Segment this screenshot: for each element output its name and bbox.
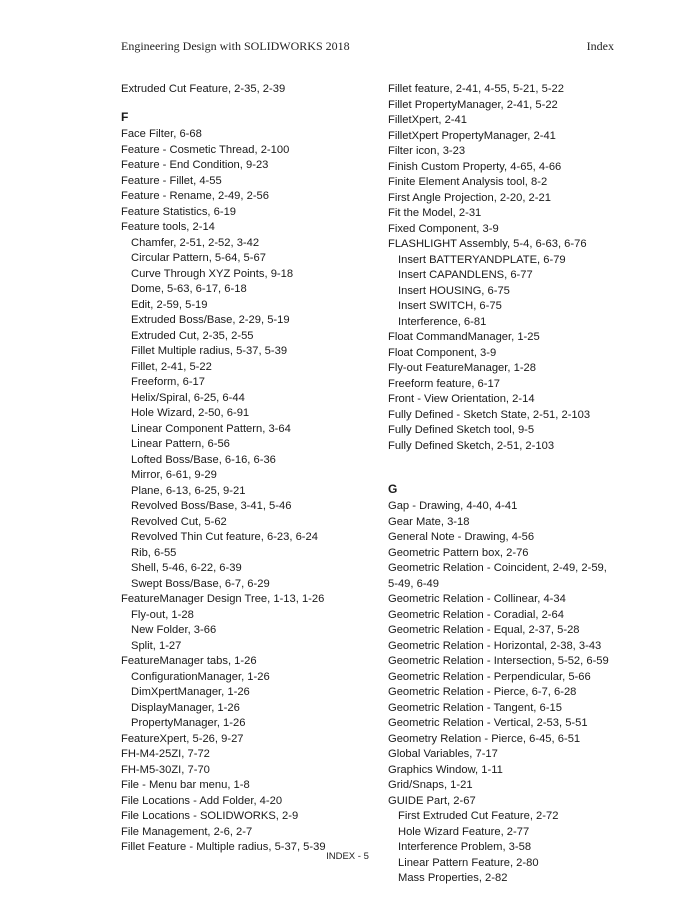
index-entry: Fit the Model, 2-31 [388, 207, 482, 219]
index-subentry: DimXpertManager, 1-26 [131, 686, 250, 698]
index-entry: Feature - Fillet, 4-55 [121, 174, 222, 187]
index-entry: Finite Element Analysis tool, 8-2 [388, 176, 548, 188]
index-subentry: Extruded Cut, 2-35, 2-55 [131, 329, 254, 342]
index-column-left [121, 82, 371, 856]
index-entry: File - Menu bar menu, 1-8 [121, 779, 250, 791]
index-subentry: Lofted Boss/Base, 6-16, 6-36 [131, 453, 276, 466]
index-entry: Feature tools, 2-14 [121, 221, 215, 233]
index-entry: Front - View Orientation, 2-14 [388, 393, 535, 405]
index-subentry: Interference Problem, 3-58 [398, 841, 532, 853]
index-entry: GUIDE Part, 2-67 [388, 794, 476, 807]
index-subentry: Fillet Multiple radius, 5-37, 5-39 [131, 345, 288, 357]
index-column-right [388, 82, 638, 887]
index-entry: Float Component, 3-9 [388, 346, 497, 359]
page-number: INDEX - 5 [326, 851, 369, 862]
index-entry: Float CommandManager, 1-25 [388, 331, 540, 343]
index-entry: Feature - End Condition, 9-23 [121, 159, 269, 171]
index-subentry: Fly-out, 1-28 [131, 608, 194, 621]
index-subentry: Rib, 6-55 [131, 546, 177, 559]
index-subentry: Plane, 6-13, 6-25, 9-21 [131, 484, 246, 497]
index-entry: Geometric Relation - Collinear, 4-34 [388, 593, 566, 605]
index-subentry: Hole Wizard, 2-50, 6-91 [131, 407, 250, 419]
index-subentry: ConfigurationManager, 1-26 [131, 670, 270, 683]
index-subentry: Mirror, 6-61, 9-29 [131, 469, 217, 481]
index-entry: FeatureManager tabs, 1-26 [121, 655, 257, 667]
index-subentry: Edit, 2-59, 5-19 [131, 298, 208, 311]
index-entry: Gear Mate, 3-18 [388, 515, 470, 528]
index-entry-continuation: 5-49, 6-49 [388, 577, 439, 590]
index-subentry: Split, 1-27 [131, 639, 182, 652]
spacer [388, 454, 638, 470]
index-subentry: Extruded Boss/Base, 2-29, 5-19 [131, 314, 290, 326]
index-entry: Fully Defined - Sketch State, 2-51, 2-103 [388, 408, 591, 421]
index-entry: Graphics Window, 1-11 [388, 763, 503, 776]
index-subentry: Revolved Thin Cut feature, 6-23, 6-24 [131, 531, 318, 543]
index-subentry: Fillet, 2-41, 5-22 [131, 360, 212, 373]
index-entry: Geometric Relation - Tangent, 6-15 [388, 701, 562, 714]
index-entry: FilletXpert, 2-41 [388, 114, 467, 126]
index-letter-heading: G [388, 481, 398, 496]
index-entry: Feature - Cosmetic Thread, 2-100 [121, 143, 290, 156]
index-entry: Geometric Relation - Perpendicular, 5-66 [388, 670, 591, 683]
index-subentry: Mass Properties, 2-82 [398, 872, 508, 884]
index-entry: Global Variables, 7-17 [388, 748, 498, 760]
index-entry: File Management, 2-6, 2-7 [121, 825, 253, 838]
index-entry: Geometry Relation - Pierce, 6-45, 6-51 [388, 732, 581, 745]
index-entry: Fixed Component, 3-9 [388, 222, 499, 235]
index-subentry: Swept Boss/Base, 6-7, 6-29 [131, 577, 270, 590]
index-entry: First Angle Projection, 2-20, 2-21 [388, 191, 551, 204]
index-entry: Finish Custom Property, 4-65, 4-66 [388, 160, 562, 173]
index-subentry: Interference, 6-81 [398, 315, 487, 328]
index-entry: Feature Statistics, 6-19 [121, 205, 237, 218]
index-entry: File Locations - SOLIDWORKS, 2-9 [121, 810, 299, 822]
index-subentry: DisplayManager, 1-26 [131, 701, 240, 714]
index-entry: General Note - Drawing, 4-56 [388, 531, 535, 543]
index-entry: Fully Defined Sketch tool, 9-5 [388, 424, 535, 436]
index-entry: Fly-out FeatureManager, 1-28 [388, 362, 536, 374]
index-subentry: Insert BATTERYANDPLATE, 6-79 [398, 253, 566, 266]
index-entry: File Locations - Add Folder, 4-20 [121, 794, 283, 807]
running-header-title: Engineering Design with SOLIDWORKS 2018 [121, 39, 350, 53]
index-entry: FH-M4-25ZI, 7-72 [121, 748, 210, 760]
index-entry: FH-M5-30ZI, 7-70 [121, 763, 210, 776]
index-entry: Extruded Cut Feature, 2-35, 2-39 [121, 83, 286, 95]
index-entry: Grid/Snaps, 1-21 [388, 779, 473, 791]
index-subentry: Revolved Cut, 5-62 [131, 515, 227, 528]
index-entry: FLASHLIGHT Assembly, 5-4, 6-63, 6-76 [388, 238, 587, 250]
index-subentry: Chamfer, 2-51, 2-52, 3-42 [131, 236, 260, 249]
index-entry: Geometric Relation - Horizontal, 2-38, 3-43 [388, 639, 602, 652]
index-subentry: Circular Pattern, 5-64, 5-67 [131, 252, 266, 264]
index-entry: Geometric Relation - Pierce, 6-7, 6-28 [388, 686, 577, 698]
index-subentry: Curve Through XYZ Points, 9-18 [131, 267, 294, 280]
index-subentry: Linear Component Pattern, 3-64 [131, 422, 291, 435]
index-entry: Gap - Drawing, 4-40, 4-41 [388, 500, 518, 512]
index-entry: Geometric Relation - Coradial, 2-64 [388, 608, 564, 621]
index-subentry: Insert HOUSING, 6-75 [398, 284, 510, 297]
index-subentry: New Folder, 3-66 [131, 624, 217, 636]
index-subentry: First Extruded Cut Feature, 2-72 [398, 810, 559, 822]
index-subentry: Dome, 5-63, 6-17, 6-18 [131, 283, 247, 295]
index-subentry: PropertyManager, 1-26 [131, 717, 246, 729]
index-entry: Filter icon, 3-23 [388, 145, 466, 157]
index-subentry: Insert CAPANDLENS, 6-77 [398, 269, 533, 281]
index-subentry: Revolved Boss/Base, 3-41, 5-46 [131, 500, 292, 512]
index-subentry: Linear Pattern Feature, 2-80 [398, 856, 539, 869]
index-entry: Fully Defined Sketch, 2-51, 2-103 [388, 439, 555, 452]
index-entry: FeatureXpert, 5-26, 9-27 [121, 732, 244, 745]
index-entry: Freeform feature, 6-17 [388, 377, 500, 390]
index-subentry: Hole Wizard Feature, 2-77 [398, 825, 530, 838]
index-entry: Fillet feature, 2-41, 4-55, 5-21, 5-22 [388, 83, 564, 95]
index-subentry: Helix/Spiral, 6-25, 6-44 [131, 391, 245, 404]
index-entry: Geometric Pattern box, 2-76 [388, 546, 529, 559]
index-entry: FilletXpert PropertyManager, 2-41 [388, 129, 556, 142]
index-entry: Geometric Relation - Equal, 2-37, 5-28 [388, 624, 580, 636]
index-entry: Geometric Relation - Vertical, 2-53, 5-51 [388, 717, 588, 729]
index-subentry: Linear Pattern, 6-56 [131, 438, 230, 450]
index-subentry: Insert SWITCH, 6-75 [398, 300, 502, 312]
index-entry: FeatureManager Design Tree, 1-13, 1-26 [121, 593, 325, 605]
index-letter-heading: F [121, 109, 129, 124]
index-entry: Face Filter, 6-68 [121, 128, 202, 140]
index-entry: Fillet PropertyManager, 2-41, 5-22 [388, 98, 558, 111]
index-entry: Geometric Relation - Coincident, 2-49, 2-59, [388, 562, 607, 574]
index-entry: Geometric Relation - Intersection, 5-52, 6-59 [388, 655, 609, 667]
running-header-section: Index [586, 39, 614, 53]
index-entry: Feature - Rename, 2-49, 2-56 [121, 190, 269, 202]
index-subentry: Freeform, 6-17 [131, 376, 205, 388]
index-subentry: Shell, 5-46, 6-22, 6-39 [131, 562, 242, 574]
index-entry: Fillet Feature - Multiple radius, 5-37, 5-39 [121, 841, 326, 853]
